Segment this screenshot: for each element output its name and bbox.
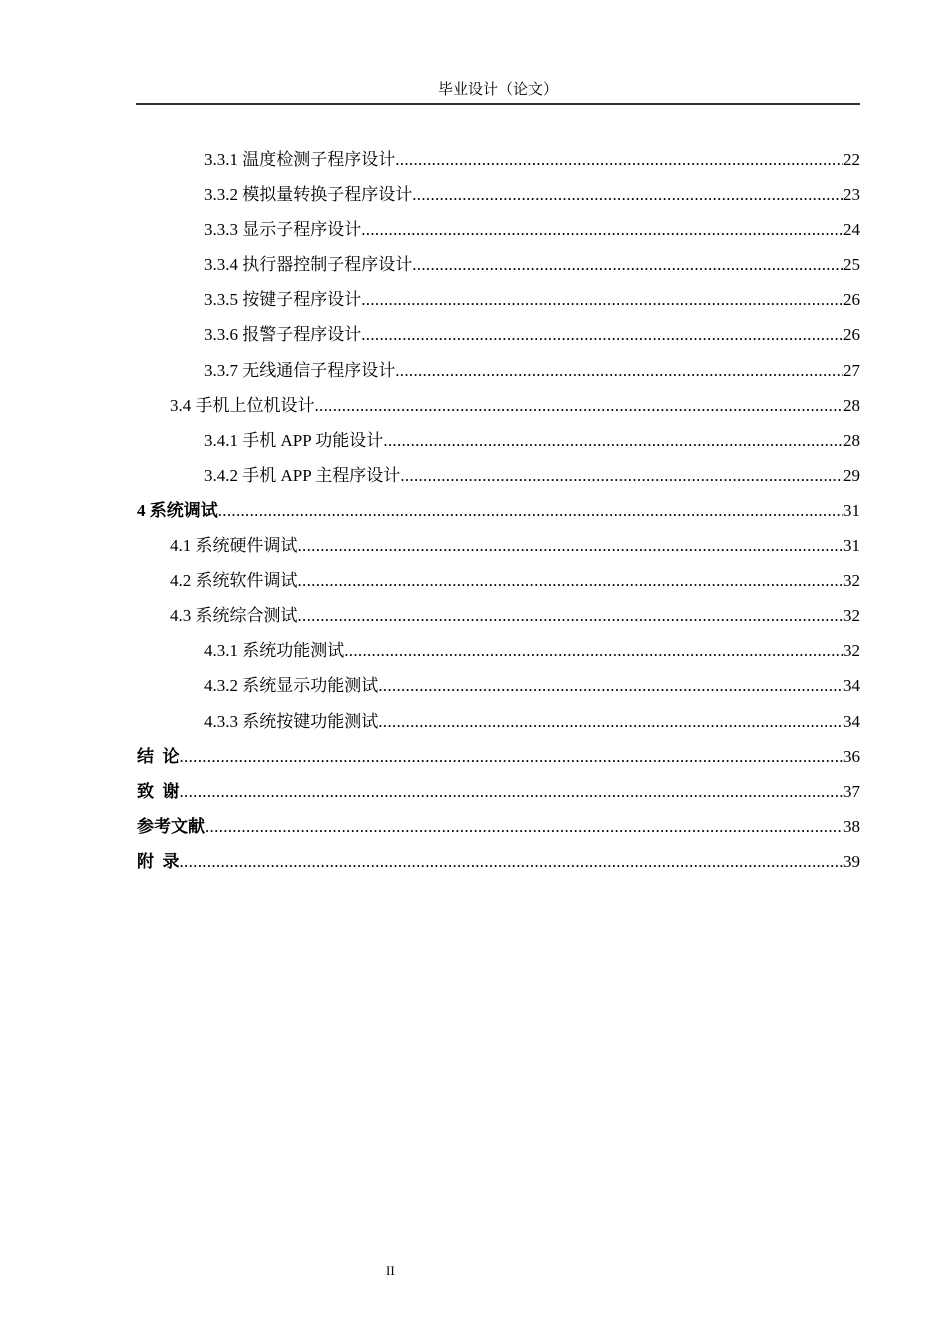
toc-entry-page: 22 [843, 150, 860, 169]
toc-entry-page: 34 [843, 711, 860, 731]
toc-entry-label: 4.2 系统软件调试 [170, 571, 298, 591]
toc-entry-page: 28 [843, 395, 860, 415]
toc-entry[interactable] [136, 847, 860, 882]
toc-entry-label: 结 论 [137, 746, 180, 766]
toc-dot-leader [378, 712, 843, 732]
toc-entry-label: 3.3.4 执行器控制子程序设计 [204, 255, 413, 275]
toc-entry-page: 32 [843, 641, 860, 661]
toc-entry[interactable] [136, 777, 860, 812]
toc-entry-label: 3.4.1 手机 APP 功能设计 [204, 430, 384, 450]
toc-entry-label: 4.3.1 系统功能测试 [204, 641, 345, 661]
toc-entry-label: 3.3.5 按键子程序设计 [204, 290, 362, 310]
toc-entry-label: 3.3.2 模拟量转换子程序设计 [204, 185, 413, 205]
toc-entry-label: 3.4.2 手机 APP 主程序设计 [204, 465, 401, 485]
toc-entry-page: 25 [843, 255, 860, 275]
toc-entry-page: 34 [843, 676, 860, 696]
toc-dot-leader [400, 466, 843, 486]
toc-entry-label: 致 谢 [137, 781, 180, 801]
toc-entry[interactable] [136, 636, 860, 671]
toc-dot-leader [383, 431, 843, 451]
toc-entry-label: 4.1 系统硬件调试 [170, 536, 298, 556]
toc-entry-label: 3.3.1 温度检测子程序设计 [204, 150, 396, 169]
toc-entry-page: 26 [843, 325, 860, 345]
toc-entry[interactable] [136, 601, 860, 636]
toc-dot-leader [180, 852, 844, 872]
table-of-contents [136, 145, 860, 882]
toc-dot-leader [395, 150, 843, 170]
toc-entry[interactable] [136, 250, 860, 285]
toc-entry-page: 29 [843, 465, 860, 485]
toc-entry-page: 32 [843, 571, 860, 591]
toc-entry-label: 4.3.3 系统按键功能测试 [204, 711, 379, 731]
toc-dot-leader [361, 290, 843, 310]
toc-entry-label: 3.3.3 显示子程序设计 [204, 220, 362, 240]
toc-dot-leader [412, 255, 843, 275]
toc-entry[interactable] [136, 461, 860, 496]
toc-dot-leader [361, 325, 843, 345]
toc-entry-page: 31 [843, 536, 860, 556]
toc-dot-leader [298, 536, 844, 556]
toc-dot-leader [205, 817, 843, 837]
page-number: II [386, 1263, 395, 1278]
toc-entry-label: 3.3.6 报警子程序设计 [204, 325, 362, 345]
toc-entry-label: 3.3.7 无线通信子程序设计 [204, 360, 396, 380]
toc-entry-page: 37 [843, 781, 860, 801]
toc-entry-label: 附 录 [137, 851, 180, 871]
toc-dot-leader [180, 747, 844, 767]
toc-entry-label: 4.3.2 系统显示功能测试 [204, 676, 379, 696]
toc-entry-label: 参考文献 [137, 816, 205, 836]
toc-dot-leader [395, 361, 843, 381]
toc-entry[interactable] [136, 391, 860, 426]
toc-entry-page: 27 [843, 360, 860, 380]
toc-dot-leader [298, 606, 844, 626]
toc-entry[interactable] [136, 812, 860, 847]
toc-entry[interactable] [136, 180, 860, 215]
page-header-title: 毕业设计（论文） [437, 82, 558, 98]
toc-entry[interactable] [136, 566, 860, 601]
toc-entry[interactable] [136, 707, 860, 742]
toc-entry-label: 4.3 系统综合测试 [170, 606, 298, 626]
toc-entry[interactable] [136, 496, 860, 531]
toc-entry[interactable] [136, 356, 860, 391]
toc-entry-page: 38 [843, 816, 860, 836]
toc-entry[interactable] [136, 215, 860, 250]
toc-entry-page: 23 [843, 185, 860, 205]
toc-entry-page: 39 [843, 851, 860, 871]
toc-entry-page: 32 [843, 606, 860, 626]
toc-entry[interactable] [136, 742, 860, 777]
toc-entry[interactable] [136, 145, 860, 180]
toc-dot-leader [378, 676, 843, 696]
toc-entry-page: 31 [843, 500, 860, 520]
toc-entry[interactable] [136, 426, 860, 461]
toc-entry[interactable] [136, 285, 860, 320]
toc-dot-leader [180, 782, 844, 802]
toc-entry-page: 26 [843, 290, 860, 310]
toc-entry-label: 3.4 手机上位机设计 [170, 395, 315, 415]
toc-dot-leader [344, 641, 843, 661]
toc-entry-label: 4 系统调试 [137, 500, 218, 520]
toc-entry[interactable] [136, 320, 860, 355]
toc-dot-leader [361, 220, 843, 240]
toc-dot-leader [315, 396, 844, 416]
toc-dot-leader [298, 571, 844, 591]
toc-entry[interactable] [136, 531, 860, 566]
header-rule [136, 103, 860, 105]
toc-entry-page: 36 [843, 746, 860, 766]
toc-dot-leader [412, 185, 843, 205]
toc-dot-leader [218, 501, 843, 521]
toc-entry-page: 28 [843, 430, 860, 450]
toc-entry[interactable] [136, 671, 860, 706]
toc-entry-page: 24 [843, 220, 860, 240]
